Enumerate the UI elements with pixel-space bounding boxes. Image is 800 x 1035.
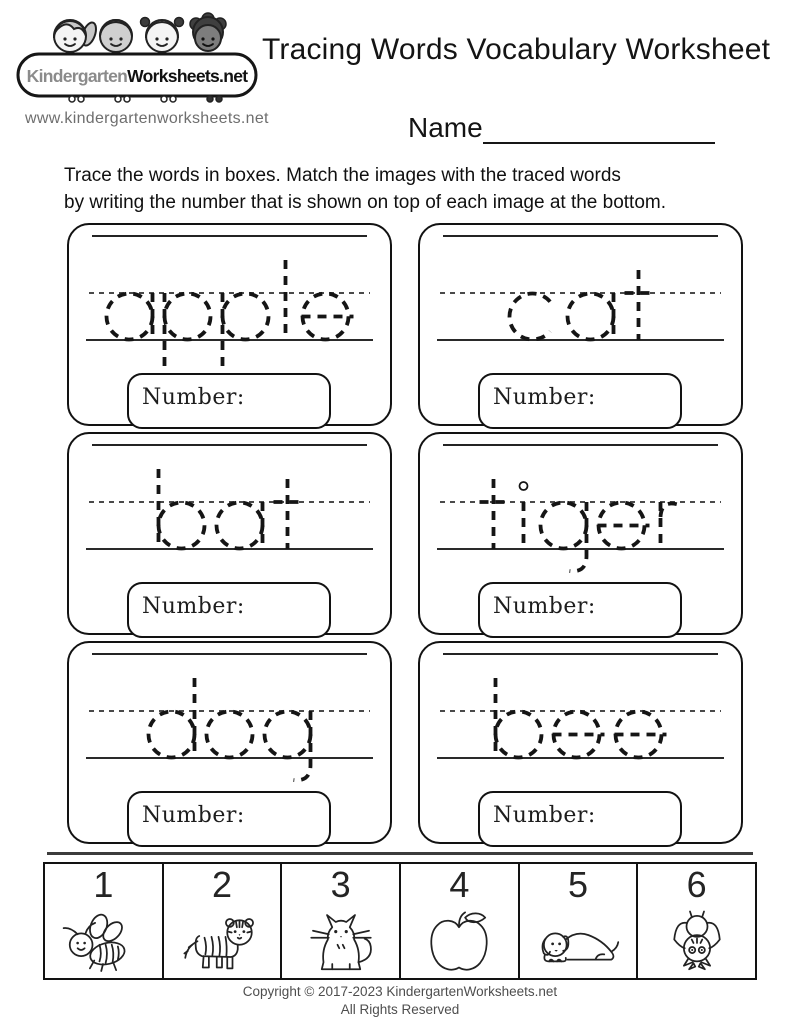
number-label: Number: <box>493 594 596 619</box>
number-answer-box[interactable] <box>478 791 682 847</box>
instructions <box>64 163 666 216</box>
kindergartenworksheets-logo <box>12 6 262 106</box>
number-answer-box[interactable] <box>478 373 682 429</box>
rights-line: All Rights Reserved <box>340 1001 460 1017</box>
bee-image <box>51 908 155 978</box>
match-cell-2 <box>162 864 281 978</box>
page-title: Tracing Words Vocabulary Worksheet <box>262 33 771 66</box>
cat-image <box>289 908 393 978</box>
number-answer-box[interactable] <box>478 582 682 638</box>
number-label: Number: <box>142 594 245 619</box>
match-cell-1 <box>45 864 162 978</box>
name-label: Name <box>408 112 483 143</box>
site-url: www.kindergartenworksheets.net <box>25 110 269 127</box>
match-number: 4 <box>449 864 470 905</box>
number-answer-box[interactable] <box>127 373 331 429</box>
apple-image <box>407 908 511 978</box>
copyright-line: Copyright © 2017-2023 KindergartenWorksheets.net <box>242 984 558 999</box>
matching-image-strip <box>43 862 757 980</box>
trace-box-tiger <box>418 432 743 635</box>
trace-box-apple <box>67 223 392 426</box>
trace-box-bee <box>418 641 743 844</box>
number-answer-box[interactable] <box>127 791 331 847</box>
match-number: 3 <box>330 864 351 905</box>
tiger-image <box>170 908 274 978</box>
number-label: Number: <box>493 385 596 410</box>
trace-box-dog <box>67 641 392 844</box>
section-divider <box>47 852 753 855</box>
trace-box-cat <box>418 223 743 426</box>
match-cell-5 <box>518 864 637 978</box>
match-cell-4 <box>399 864 518 978</box>
match-number: 2 <box>211 864 233 905</box>
match-number: 1 <box>93 864 114 905</box>
bat-image <box>645 908 749 978</box>
match-cell-3 <box>280 864 399 978</box>
copyright-footer <box>0 983 800 1019</box>
dog-image <box>526 908 630 978</box>
match-number: 6 <box>686 864 707 905</box>
number-answer-box[interactable] <box>127 582 331 638</box>
number-label: Number: <box>493 803 596 828</box>
instructions-line2: by writing the number that is shown on top of each image at the bottom. <box>64 191 667 213</box>
name-input-line[interactable] <box>483 112 715 144</box>
instructions-line1: Trace the words in boxes. Match the images with the traced words <box>64 165 621 186</box>
logo-banner-text: KindergartenWorksheets.net <box>26 66 248 86</box>
match-cell-6 <box>636 864 755 978</box>
trace-box-bat <box>67 432 392 635</box>
match-number: 5 <box>568 864 589 905</box>
number-label: Number: <box>142 385 245 410</box>
name-row <box>408 112 715 144</box>
number-label: Number: <box>142 803 245 828</box>
